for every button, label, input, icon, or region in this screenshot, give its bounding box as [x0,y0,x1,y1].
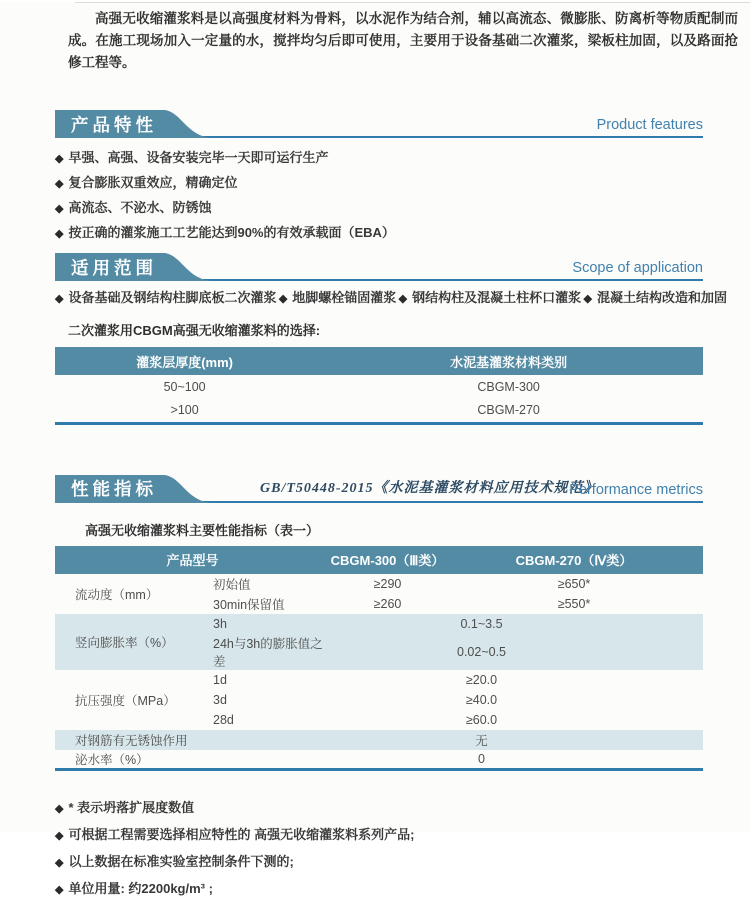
value-cell: 无 [330,730,703,750]
list-item [55,171,750,196]
list-item [399,290,581,307]
column-header: CBGM-270（Ⅳ类） [445,546,703,574]
section-header-scope [55,253,703,281]
table-cell: CBGM-270 [477,403,540,418]
section-header-features [55,110,703,138]
value-cell: ≥260 [373,596,402,611]
features-bullet-list [55,146,750,246]
item-cell: 1d [213,672,227,687]
scope-badge [55,253,211,281]
badge-tail-icon [165,253,211,281]
value-cell: ≥550* [557,596,591,611]
value-cell: ≥20.0 [465,672,498,687]
bullet-text: 地脚螺栓锚固灌浆 [292,290,397,305]
value-cell: ≥290 [373,576,402,591]
diamond-icon: ◆ [583,293,592,305]
bullet-text: 复合膨胀双重效应，精确定位 [68,175,238,190]
table-row [55,614,703,634]
value-cell: ≥60.0 [465,712,498,727]
performance-table [55,546,703,772]
performance-badge [55,475,211,503]
section-title-en-scope: Scope of application [572,260,703,276]
diamond-icon: ◆ [55,803,64,815]
value-cell: 0.1~3.5 [330,614,703,634]
bullet-text: 高流态、不泌水、防锈蚀 [68,200,212,215]
table-row [55,574,703,594]
notes-list [55,795,750,903]
standard-reference: GB/T50448-2015《水泥基灌浆材料应用技术规范》 [260,480,599,496]
selection-table-caption: 二次灌浆用CBGM高强无收缩灌浆料的选择: [68,323,321,338]
scope-bullet-row [55,290,727,307]
list-item [55,221,750,246]
intro-paragraph: 高强无收缩灌浆料是以高强度材料为骨料，以水泥作为结合剂，辅以高流态、微膨胀、防离析等物质配制而成。在施工现场加入一定量的水，搅拌均匀后即可使用，主要用于设备基础二次灌浆，梁板柱加固，以及路面抢修工程等。 [68,11,738,70]
note-text: 可根据工程需要选择相应特性的 高强无收缩灌浆料系列产品; [68,827,415,842]
diamond-icon: ◆ [55,293,64,305]
value-cell: 0.02~0.5 [330,634,703,670]
item-cell: 3h [205,614,330,634]
performance-table-caption: 高强无收缩灌浆料主要性能指标（表一） [85,522,320,538]
table-cell: CBGM-300 [477,380,540,394]
scan-edge-line [75,2,750,3]
badge-tail-icon [165,475,211,503]
diamond-icon: ◆ [55,857,64,869]
list-item [55,196,750,221]
list-item [55,876,750,903]
table-header-row [55,347,703,375]
note-text: * 表示坍落扩展度数值 [68,800,195,815]
param-cell: 竖向膨胀率（%） [55,614,205,670]
param-cell: 流动度（mm） [75,587,159,602]
column-header: 灌浆层厚度(mm) [55,347,314,375]
table-row [55,750,703,770]
table-row [55,730,703,750]
bullet-text: 按正确的灌浆施工工艺能达到90%的有效承载面（EBA） [68,225,395,240]
column-header: 水泥基灌浆材料类别 [314,347,703,375]
table-row [55,399,703,423]
selection-table [55,347,703,425]
section-title-features: 产品特性 [55,110,165,138]
diamond-icon: ◆ [55,228,64,240]
list-item [583,290,726,307]
table-row [55,670,703,690]
diamond-icon: ◆ [55,830,64,842]
item-cell: 24h与3h的膨胀值之差 [205,634,330,670]
badge-tail-icon [165,110,211,138]
section-title-en-performance: Performance metrics [569,481,703,498]
diamond-icon: ◆ [398,293,408,305]
list-item [55,290,276,307]
item-cell: 30min保留值 [213,597,285,612]
list-item [55,849,750,876]
table-row [55,375,703,399]
item-cell: 28d [213,712,234,727]
section-title-en-features: Product features [596,117,703,133]
diamond-icon: ◆ [278,293,288,305]
note-text: 单位用量: 约2200kg/m³ ; [68,881,213,896]
section-title-performance: 性能指标 [55,475,165,503]
bullet-text: 早强、高强、设备安装完毕一天即可运行生产 [68,150,329,165]
param-cell: 抗压强度（MPa） [75,693,176,708]
diamond-icon: ◆ [55,178,64,190]
column-header: CBGM-300（Ⅲ类） [330,546,445,574]
section-header-performance [55,475,703,503]
value-cell: ≥650* [557,576,591,591]
value-cell: 0 [478,751,485,766]
item-cell: 初始值 [213,577,251,592]
note-text: 以上数据在标准实验室控制条件下测的; [68,854,294,869]
list-item [55,146,750,171]
bullet-text: 设备基础及钢结构柱脚底板二次灌浆 [68,290,277,305]
item-cell: 3d [213,692,227,707]
list-item [55,822,750,849]
table-cell: 50~100 [163,380,206,394]
list-item [279,290,396,307]
table-cell: >100 [170,403,199,418]
list-item [55,795,750,822]
value-cell: ≥40.0 [465,692,498,707]
diamond-icon: ◆ [55,153,64,165]
bullet-text: 混凝土结构改造和加固 [596,290,727,305]
bullet-text: 钢结构柱及混凝土柱杯口灌浆 [412,290,582,305]
features-badge [55,110,211,138]
section-title-scope: 适用范围 [55,253,165,281]
page [0,2,750,896]
diamond-icon: ◆ [55,203,64,215]
column-header: 产品型号 [55,546,330,574]
param-cell: 对钢筋有无锈蚀作用 [55,730,330,750]
table-header-row [55,546,703,574]
diamond-icon: ◆ [55,884,64,896]
param-cell: 泌水率（%） [75,752,149,767]
